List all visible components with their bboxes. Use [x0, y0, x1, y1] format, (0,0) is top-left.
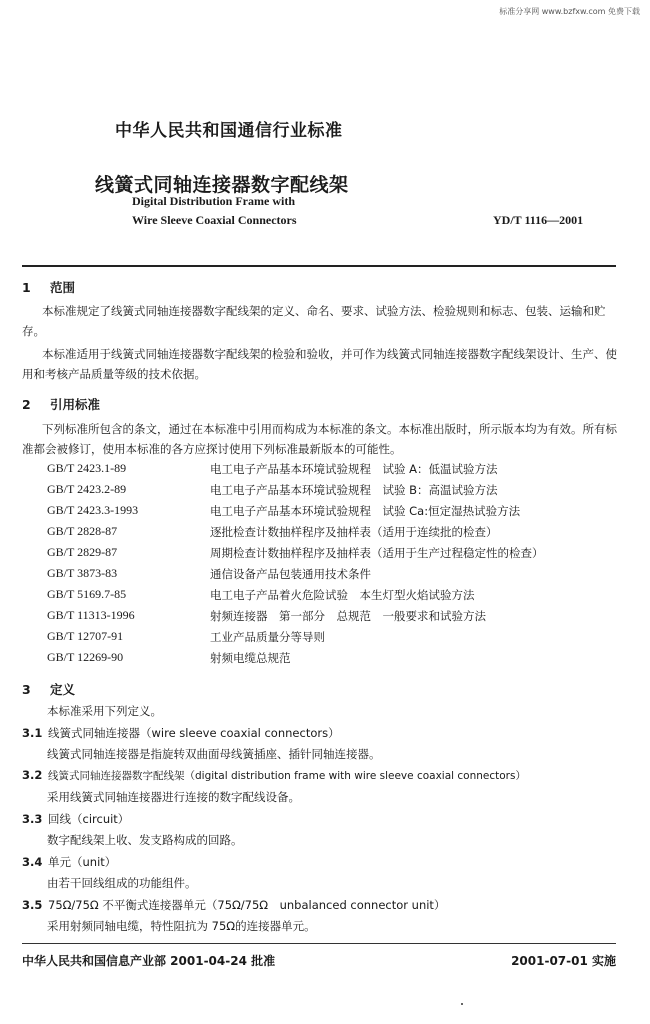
definition-term: 回线（circuit） — [48, 812, 130, 826]
section-number: 2 — [22, 397, 31, 412]
reference-code: GB/T 12269-90 — [47, 650, 124, 664]
section-3-heading — [22, 680, 75, 698]
reference-title: 电工电子产品基本环境试验规程 试验 B：高温试验方法 — [210, 483, 498, 497]
reference-code: GB/T 2829-87 — [47, 545, 118, 559]
footer-divider — [22, 943, 616, 944]
definition-term: 线簧式同轴连接器（wire sleeve coaxial connectors） — [48, 726, 340, 740]
reference-code: GB/T 12707-91 — [47, 629, 124, 643]
reference-title: 电工电子产品基本环境试验规程 试验 A：低温试验方法 — [210, 462, 498, 476]
definition-heading — [22, 854, 116, 870]
standard-title-english-line-2: Wire Sleeve Coaxial Connectors — [132, 213, 297, 227]
standard-title-english-line-1: Digital Distribution Frame with — [132, 194, 295, 208]
definition-heading — [22, 768, 526, 783]
reference-code: GB/T 3873-83 — [47, 566, 118, 580]
issuing-organization: 中华人民共和国通信行业标准 — [115, 121, 343, 141]
reference-title: 射频电缆总规范 — [210, 651, 291, 665]
reference-title: 电工电子产品基本环境试验规程 试验 Ca:恒定湿热试验方法 — [210, 504, 521, 518]
definition-text: 由若干回线组成的功能组件。 — [47, 876, 197, 890]
implementation-date: 2001-07-01 实施 — [511, 954, 616, 968]
reference-code: GB/T 2423.2-89 — [47, 482, 127, 496]
section-2-paragraph: 下列标准所包含的条文，通过在本标准中引用而构成为本标准的条文。本标准出版时，所示版本均为有效。所有标准都会被修订，使用本标准的各方应探讨使用下列标准最新版本的可能性。 — [22, 422, 617, 456]
reference-title: 射频连接器 第一部分 总规范 一般要求和试验方法 — [210, 609, 486, 623]
section-3-intro: 本标准采用下列定义。 — [47, 704, 162, 718]
section-1-heading — [22, 278, 75, 296]
definition-heading — [22, 811, 129, 827]
definition-text: 采用射频同轴电缆，特性阻抗为 75Ω的连接器单元。 — [47, 919, 316, 933]
definition-text: 数字配线架上收、发支路构成的回路。 — [47, 833, 243, 847]
reference-code: GB/T 2828-87 — [47, 524, 118, 538]
definition-term: 75Ω/75Ω 不平衡式连接器单元（75Ω/75Ω unbalanced connector unit） — [48, 898, 446, 912]
definition-term: 单元（unit） — [48, 855, 117, 869]
reference-title: 周期检查计数抽样程序及抽样表（适用于生产过程稳定性的检查） — [210, 546, 544, 560]
scan-speck — [461, 1003, 463, 1005]
watermark-text: 标准分享网 www.bzfxw.com 免费下载 — [499, 7, 640, 16]
section-title: 引用标准 — [50, 397, 101, 412]
definition-term: 线簧式同轴连接器数字配线架（digital distribution frame with wire sleeve coaxial connectors） — [48, 770, 526, 782]
header-divider — [22, 265, 616, 267]
definition-number: 3.2 — [22, 768, 43, 782]
section-title: 范围 — [50, 280, 76, 295]
approval-info: 中华人民共和国信息产业部 2001-04-24 批准 — [22, 954, 276, 968]
reference-title: 逐批检查计数抽样程序及抽样表（适用于连续批的检查） — [210, 525, 498, 539]
reference-code: GB/T 5169.7-85 — [47, 587, 127, 601]
section-1-paragraph-2: 本标准适用于线簧式同轴连接器数字配线架的检验和验收，并可作为线簧式同轴连接器数字配线架设计、生产、使用和考核产品质量等级的技术依据。 — [22, 347, 617, 381]
definition-heading — [22, 725, 340, 741]
reference-title: 电工电子产品着火危险试验 本生灯型火焰试验方法 — [210, 588, 475, 602]
reference-code: GB/T 2423.1-89 — [47, 461, 127, 475]
section-1-paragraph-1: 本标准规定了线簧式同轴连接器数字配线架的定义、命名、要求、试验方法、检验规则和标志、包装、运输和贮存。 — [22, 304, 606, 338]
standard-title-chinese: 线簧式同轴连接器数字配线架 — [95, 174, 349, 196]
section-title: 定义 — [50, 682, 76, 697]
reference-code: GB/T 11313-1996 — [47, 608, 135, 622]
definition-number: 3.3 — [22, 812, 43, 826]
definition-number: 3.5 — [22, 898, 43, 912]
definition-text: 线簧式同轴连接器是指旋转双曲面母线簧插座、插针同轴连接器。 — [47, 747, 381, 761]
reference-title: 通信设备产品包装通用技术条件 — [210, 567, 371, 581]
definition-text: 采用线簧式同轴连接器进行连接的数字配线设备。 — [47, 790, 300, 804]
section-2-heading — [22, 395, 100, 413]
standard-number: YD/T 1116—2001 — [493, 213, 584, 227]
section-number: 1 — [22, 280, 31, 295]
reference-title: 工业产品质量分等导则 — [210, 630, 325, 644]
definition-number: 3.1 — [22, 726, 43, 740]
definition-number: 3.4 — [22, 855, 43, 869]
reference-code: GB/T 2423.3-1993 — [47, 503, 139, 517]
definition-heading — [22, 897, 445, 913]
section-number: 3 — [22, 682, 31, 697]
